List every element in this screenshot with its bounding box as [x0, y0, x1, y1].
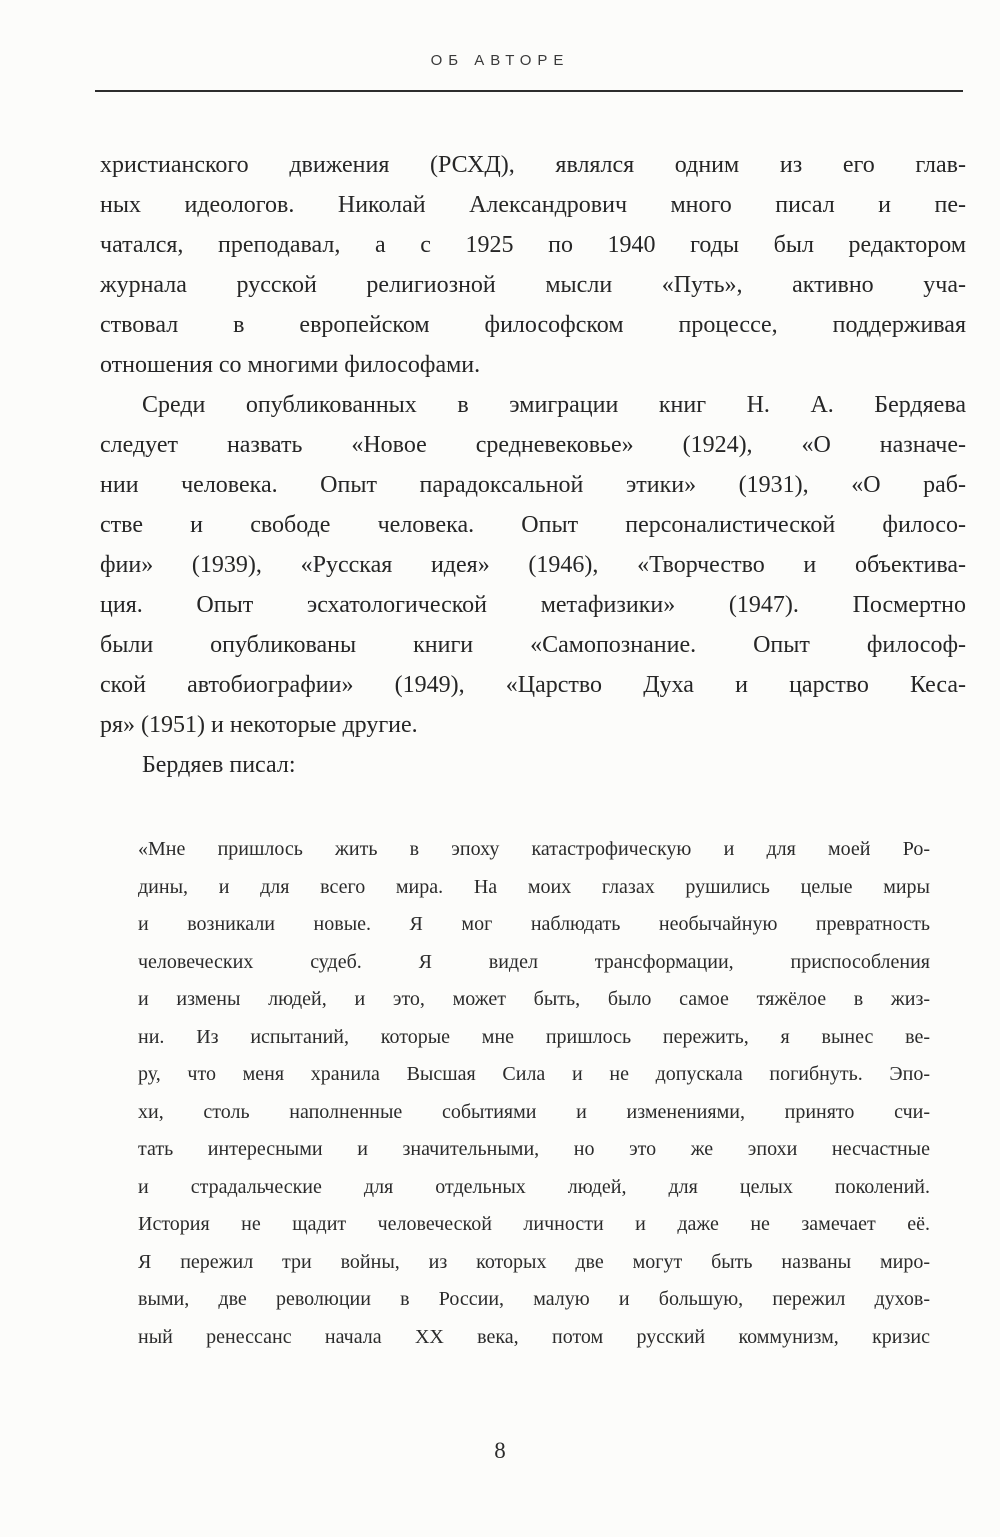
quote-line: хи, столь наполненные событиями и изменениями, принято счи- [138, 1100, 930, 1123]
quote-line: ный ренессанс начала XX века, потом русский коммунизм, кризис [138, 1325, 930, 1348]
text-line: следует назвать «Новое средневековье» (1924), «О назначе- [100, 432, 966, 458]
quote-line: человеческих судеб. Я видел трансформации, приспособления [138, 950, 930, 973]
quote-line: выми, две революции в России, малую и большую, пережил духов- [138, 1288, 930, 1310]
quote-line: и измены людей, и это, может быть, было самое тяжёлое в жиз- [138, 988, 930, 1010]
text-line: отношения со многими философами. [100, 352, 481, 378]
paragraph [100, 145, 966, 385]
body-text [100, 145, 966, 1356]
paragraph [100, 385, 966, 745]
quote-line: «Мне пришлось жить в эпоху катастрофическую и для моей Ро- [138, 838, 930, 860]
text-line: чатался, преподавал, а с 1925 по 1940 годы был редактором [100, 232, 966, 258]
quote-line: Я пережил три войны, из которых две могут быть названы миро- [138, 1250, 930, 1273]
text-line: ция. Опыт эсхатологической метафизики» (1947). Посмертно [100, 592, 966, 618]
quote-line: ру, что меня хранила Высшая Сила и не допускала погибнуть. Эпо- [138, 1063, 930, 1085]
text-line: журнала русской религиозной мысли «Путь», активно уча- [100, 272, 966, 298]
text-line: ных идеологов. Николай Александрович много писал и пе- [100, 192, 966, 218]
text-line: ря» (1951) и некоторые другие. [100, 712, 418, 738]
text-line: были опубликованы книги «Самопознание. Опыт философ- [100, 632, 966, 658]
quote-line: дины, и для всего мира. На моих глазах рушились целые миры [138, 875, 930, 898]
text-line: ствовал в европейском философском процессе, поддерживая [100, 312, 966, 338]
text-line: ской автобиографии» (1949), «Царство Духа и царство Кеса- [100, 672, 966, 698]
quote-line: и страдальческие для отдельных людей, для целых поколений. [138, 1175, 930, 1198]
text-line: Бердяев писал: [142, 752, 296, 778]
running-header: ОБ АВТОРЕ [430, 52, 570, 69]
text-line: фии» (1939), «Русская идея» (1946), «Творчество и объектива- [100, 552, 966, 578]
quote-line: и возникали новые. Я мог наблюдать необычайную превратность [138, 913, 930, 935]
header-divider [95, 90, 963, 92]
block-quote [138, 831, 930, 1356]
quote-line: История не щадит человеческой личности и даже не замечает её. [138, 1213, 930, 1235]
text-line: нии человека. Опыт парадоксальной этики» (1931), «О раб- [100, 472, 966, 498]
page-number: 8 [494, 1438, 506, 1463]
text-line: стве и свободе человека. Опыт персоналистической филосо- [100, 512, 966, 538]
text-line: христианского движения (РСХД), являлся одним из его глав- [100, 152, 966, 178]
paragraph [100, 745, 966, 785]
text-line: Среди опубликованных в эмиграции книг Н. А. Бердяева [142, 392, 966, 418]
quote-line: тать интересными и значительными, но это же эпохи несчастные [138, 1138, 930, 1160]
quote-line: ни. Из испытаний, которые мне пришлось пережить, я вынес ве- [138, 1025, 930, 1048]
